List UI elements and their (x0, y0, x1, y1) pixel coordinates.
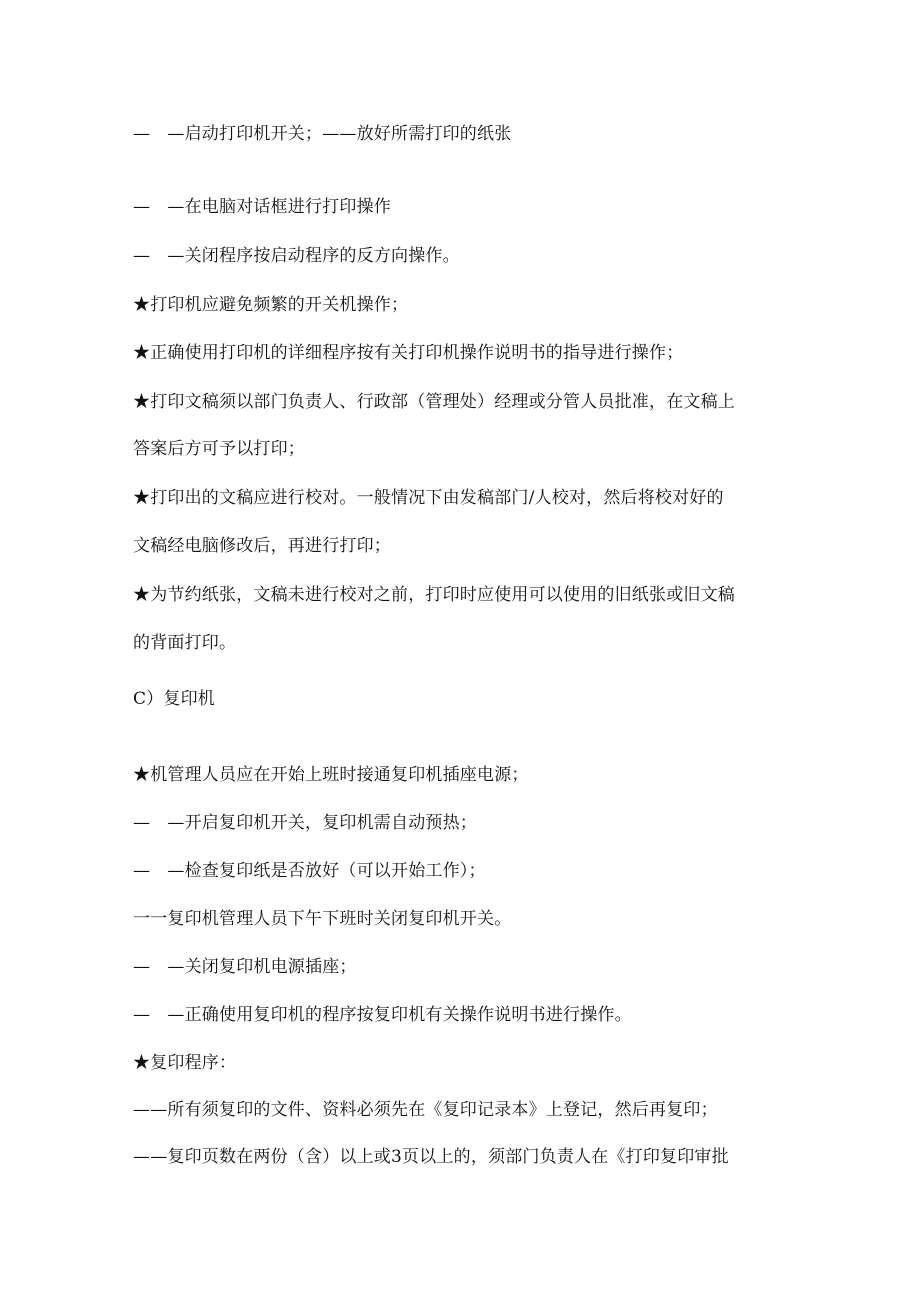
text-line: — —开启复印机开关，复印机需自动预热； (133, 813, 477, 833)
text-line: 文稿经电脑修改后，再进行打印； (133, 536, 391, 556)
text-line: — —关闭复印机电源插座； (133, 957, 357, 977)
text-line: 一一复印机管理人员下午下班时关闭复印机开关。 (133, 909, 512, 929)
text-line: 答案后方可予以打印； (133, 439, 305, 459)
text-line: ★复印程序： (133, 1053, 237, 1073)
text-line: — —正确使用复印机的程序按复印机有关操作说明书进行操作。 (133, 1005, 632, 1025)
section-heading: C）复印机 (133, 689, 216, 709)
text-line: ★打印出的文稿应进行校对。一般情况下由发稿部门/人校对，然后将校对好的 (133, 488, 724, 508)
text-line: ——所有须复印的文件、资料必须先在《复印记录本》上登记，然后再复印； (133, 1100, 718, 1120)
text-line: — —检查复印纸是否放好（可以开始工作）； (133, 861, 486, 881)
text-line: — —启动打印机开关；——放好所需打印的纸张 (133, 124, 512, 144)
text-line: ★打印机应避免频繁的开关机操作； (133, 295, 409, 315)
text-line: ——复印页数在两份（含）以上或3页以上的，须部门负责人在《打印复印审批 (133, 1147, 729, 1167)
text-line: ★为节约纸张，文稿未进行校对之前，打印时应使用可以使用的旧纸张或旧文稿 (133, 585, 735, 605)
text-line: 的背面打印。 (133, 633, 237, 653)
text-line: — —关闭程序按启动程序的反方向操作。 (133, 246, 460, 266)
text-line: ★打印文稿须以部门负责人、行政部（管理处）经理或分管人员批准，在文稿上 (133, 392, 735, 412)
text-line: — —在电脑对话框进行打印操作 (133, 197, 391, 217)
text-line: ★正确使用打印机的详细程序按有关打印机操作说明书的指导进行操作； (133, 343, 684, 363)
text-line: ★机管理人员应在开始上班时接通复印机插座电源； (133, 765, 529, 785)
